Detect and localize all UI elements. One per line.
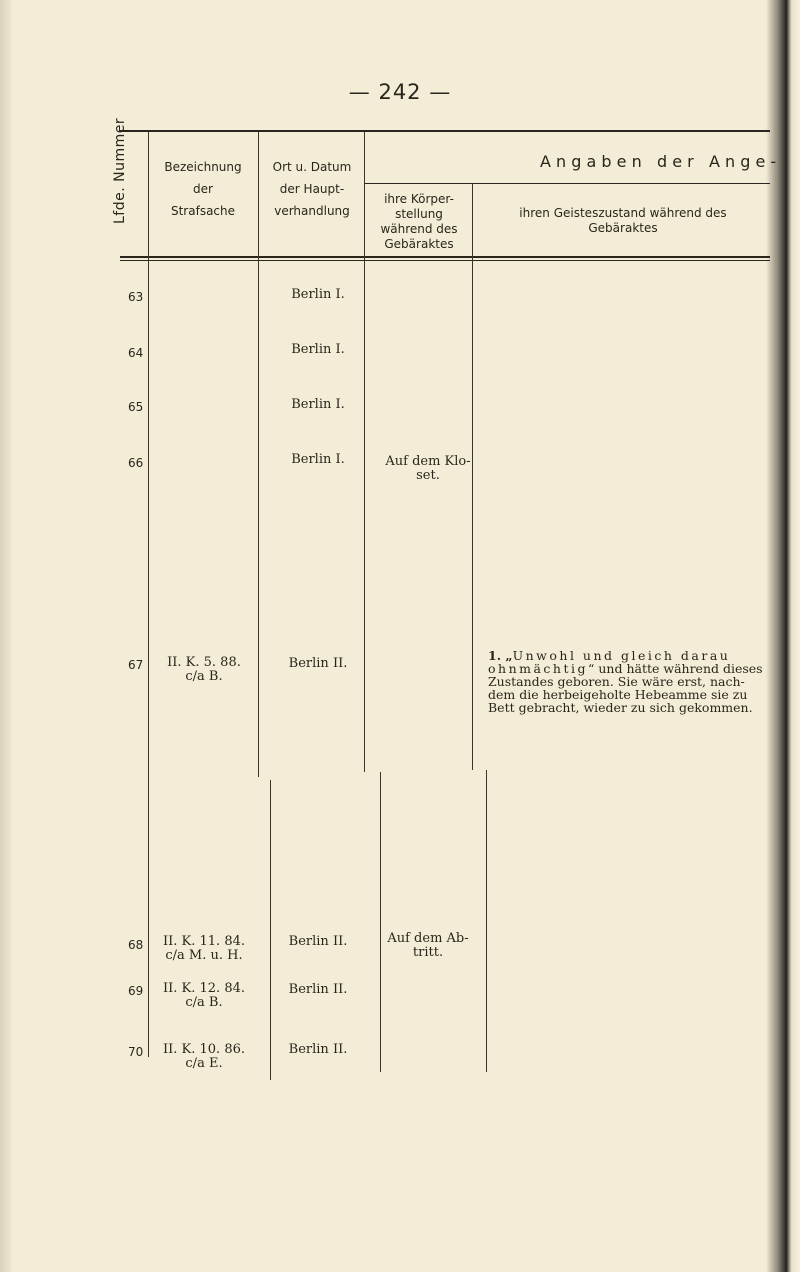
header-trial-line: verhandlung — [274, 204, 350, 218]
row-number: 66 — [128, 456, 144, 470]
row-place: Berlin II. — [288, 982, 348, 997]
header-mental — [476, 206, 770, 236]
row-place: Berlin I. — [291, 397, 345, 412]
row-mental-emph: ohnmächtig — [488, 661, 589, 676]
header-posture-line: stellung — [395, 207, 443, 221]
row-offence-line: c/a E. — [185, 1056, 223, 1071]
row-number: 65 — [128, 400, 144, 414]
header-mental-line: Gebäraktes — [588, 221, 658, 235]
row-offence-line: c/a B. — [185, 669, 223, 684]
header-offence-line: Strafsache — [170, 204, 236, 218]
page-edge — [0, 0, 12, 1272]
row-mental-prefix: 1. „ — [488, 648, 513, 663]
col-divider-4-lower — [486, 770, 487, 1072]
row-mental-line: Bett gebracht, wieder zu sich gekommen. — [488, 700, 753, 715]
row-posture-line: Auf dem Ab- — [387, 931, 469, 946]
row-place: Berlin I. — [291, 287, 345, 302]
header-offence — [150, 156, 256, 222]
page-number: — 242 — — [348, 80, 452, 104]
group-header-rule — [364, 183, 770, 184]
row-offence-line: II. K. 5. 88. — [167, 655, 241, 670]
row-place: Berlin I. — [291, 452, 345, 467]
header-bottom-rule — [120, 256, 770, 258]
header-trial-line: der Haupt- — [279, 182, 345, 196]
row-mental-emph: Unwohl und gleich darau — [512, 648, 731, 663]
row-posture-line: set. — [416, 468, 440, 483]
row-posture-line: Auf dem Klo- — [385, 454, 471, 469]
row-place: Berlin I. — [291, 342, 345, 357]
binding-shadow — [766, 0, 800, 1272]
row-posture — [376, 455, 480, 483]
col-divider-2-lower — [270, 780, 271, 1080]
row-mental-state — [488, 649, 768, 714]
col-divider-2 — [258, 132, 259, 777]
row-posture-line: tritt. — [412, 945, 444, 960]
col-divider-1 — [148, 132, 149, 752]
row-mental-text: “ und hätte während dieses — [588, 661, 763, 676]
header-posture-line: während des — [380, 222, 458, 236]
row-offence-line: II. K. 11. 84. — [163, 934, 245, 949]
row-offence-line: c/a M. u. H. — [165, 948, 243, 963]
row-offence-line: II. K. 12. 84. — [163, 981, 245, 996]
col-divider-3-lower — [380, 772, 381, 1072]
row-number: 69 — [128, 984, 144, 998]
row-place: Berlin II. — [288, 1042, 348, 1057]
header-trial — [260, 156, 364, 222]
row-mental-line: dem die herbeigeholte Hebeamme sie zu — [488, 687, 748, 702]
header-bottom-rule-2 — [120, 260, 770, 261]
header-posture-line: ihre Körper- — [384, 192, 454, 206]
row-offence-line: II. K. 10. 86. — [163, 1042, 245, 1057]
row-offence — [154, 656, 254, 684]
row-offence — [154, 935, 254, 963]
row-offence — [154, 982, 254, 1010]
header-posture-line: Gebäraktes — [384, 237, 454, 251]
header-number: Lfde. Nummer — [112, 117, 128, 224]
header-group: A n g a b e n d e r A n g e - — [540, 152, 777, 171]
table-top-rule — [120, 130, 770, 132]
header-trial-line: Ort u. Datum — [272, 160, 352, 174]
header-offence-line: der — [193, 182, 213, 196]
header-mental-line: ihren Geisteszustand während des — [519, 206, 727, 220]
row-number: 64 — [128, 346, 144, 360]
row-mental-line: Zustandes geboren. Sie wäre erst, nach- — [488, 674, 745, 689]
row-place: Berlin II. — [288, 656, 348, 671]
header-posture — [366, 192, 472, 252]
row-posture — [376, 932, 480, 960]
row-offence-line: c/a B. — [185, 995, 223, 1010]
row-number: 70 — [128, 1045, 144, 1059]
row-offence — [154, 1043, 254, 1071]
row-number: 63 — [128, 290, 144, 304]
col-divider-1-lower — [148, 752, 149, 1057]
header-offence-line: Bezeichnung — [164, 160, 242, 174]
row-place: Berlin II. — [288, 934, 348, 949]
row-number: 68 — [128, 938, 144, 952]
row-number: 67 — [128, 658, 144, 672]
